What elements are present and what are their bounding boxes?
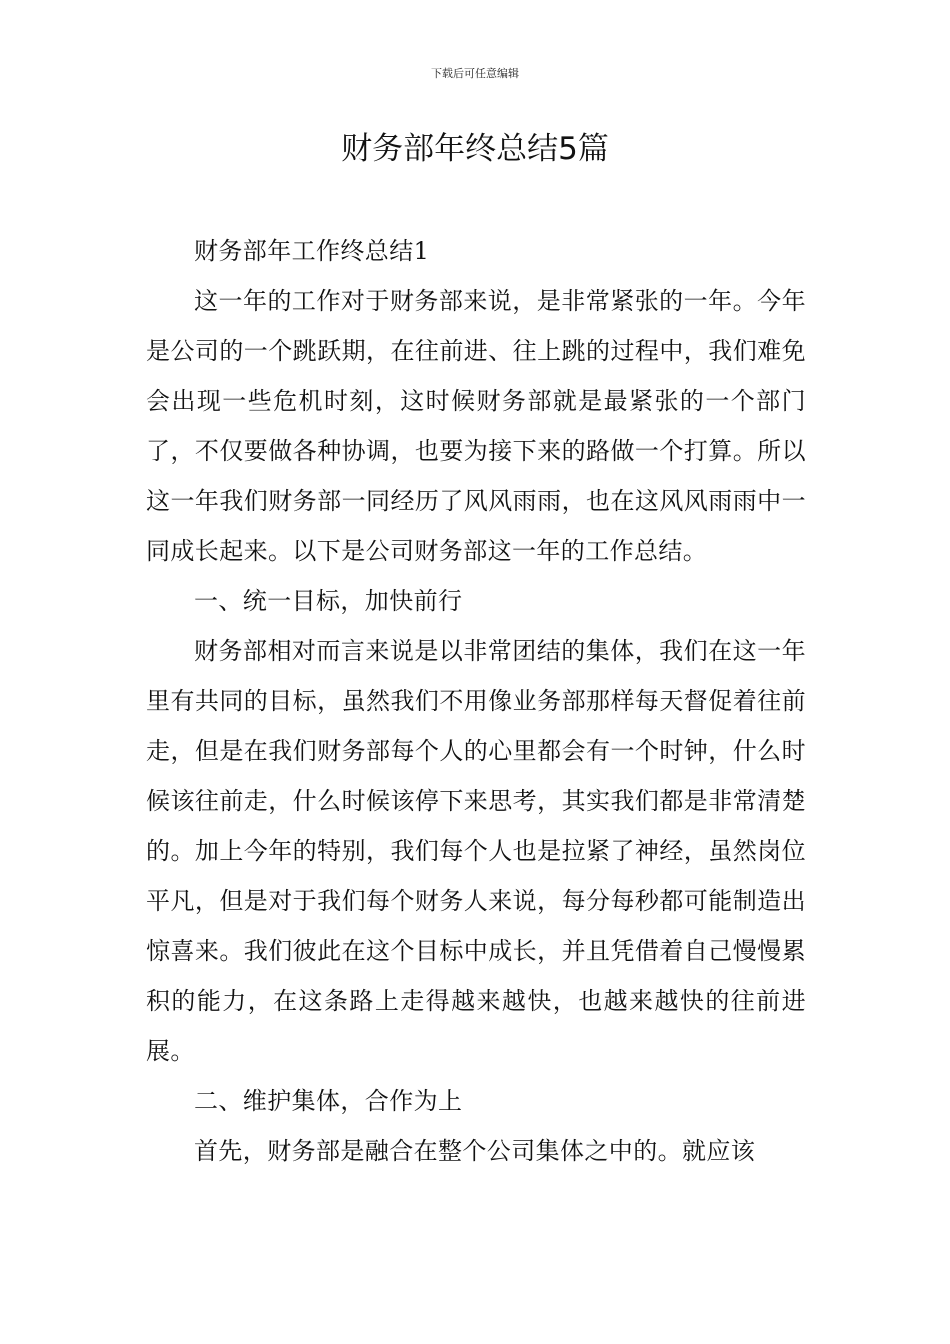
header-note: 下载后可任意编辑 [431,67,519,80]
paragraph-subtitle: 财务部年工作终总结1 [194,237,430,265]
paragraph-intro: 这一年的工作对于财务部来说，是非常紧张的一年。今年是公司的一个跳跃期，在往前进、往上跳的过程中，我们难免会出现一些危机时刻，这时候财务部就是最紧张的一个部门了，不仅要做各种协调，也要为接下来的路做一个打算。所以这一年我们财务部一同经历了风风雨雨，也在这风风雨雨中一同成长起来。以下是公司财务部这一年的工作总结。 [146,287,806,565]
paragraph-section-2: 首先，财务部是融合在整个公司集体之中的。就应该 [194,1137,756,1165]
section-heading-1: 一、统一目标，加快前行 [194,587,463,615]
section-heading-2: 二、维护集体，合作为上 [194,1087,463,1115]
document-title: 财务部年终总结5篇 [341,131,609,167]
paragraph-section-1: 财务部相对而言来说是以非常团结的集体，我们在这一年里有共同的目标，虽然我们不用像业务部那样每天督促着往前走，但是在我们财务部每个人的心里都会有一个时钟，什么时候该往前走，什么时候该停下来思考，其实我们都是非常清楚的。加上今年的特别，我们每个人也是拉紧了神经，虽然岗位平凡，但是对于我们每个财务人来说，每分每秒都可能制造出惊喜来。我们彼此在这个目标中成长，并且凭借着自己慢慢累积的能力，在这条路上走得越来越快，也越来越快的往前进展。 [146,637,806,1065]
document-body [146,226,806,1176]
